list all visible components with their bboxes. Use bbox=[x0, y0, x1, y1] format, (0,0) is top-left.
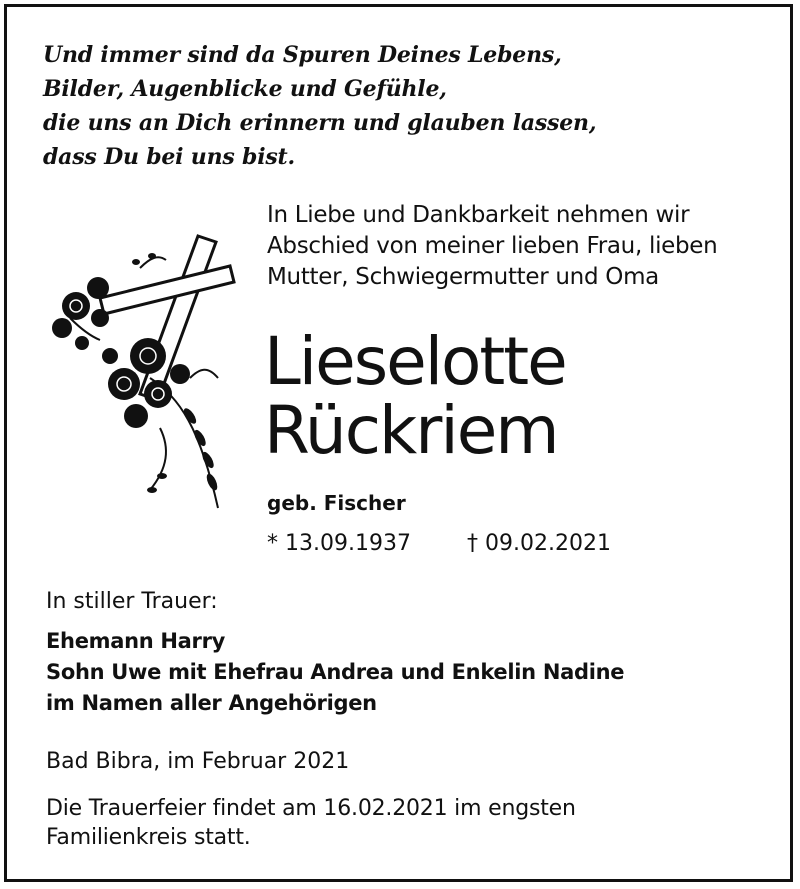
mourner-line: im Namen aller Angehörigen bbox=[46, 691, 377, 715]
last-name: Rückriem bbox=[264, 392, 558, 469]
mourners-label: In stiller Trauer: bbox=[46, 589, 218, 614]
cross-with-roses-icon bbox=[40, 228, 252, 518]
poem-line: Bilder, Augenblicke und Gefühle, bbox=[43, 76, 447, 102]
intro-line: Mutter, Schwiegermutter und Oma bbox=[267, 264, 659, 290]
life-dates bbox=[267, 529, 611, 559]
poem bbox=[43, 38, 743, 174]
birth-date: * 13.09.1937 bbox=[267, 531, 411, 556]
intro-line: In Liebe und Dankbarkeit nehmen wir bbox=[267, 202, 690, 228]
funeral-notice bbox=[46, 794, 766, 852]
first-name: Lieselotte bbox=[264, 323, 566, 400]
poem-line: Und immer sind da Spuren Deines Lebens, bbox=[43, 42, 562, 68]
poem-line: die uns an Dich erinnern und glauben lassen, bbox=[43, 110, 597, 136]
death-date: † 09.02.2021 bbox=[467, 531, 611, 556]
mourner-line: Sohn Uwe mit Ehefrau Andrea und Enkelin Nadine bbox=[46, 660, 625, 684]
deceased-name bbox=[264, 323, 566, 469]
mourner-line: Ehemann Harry bbox=[46, 629, 226, 653]
notice-line: Die Trauerfeier findet am 16.02.2021 im engsten bbox=[46, 796, 576, 821]
maiden-name: geb. Fischer bbox=[267, 491, 406, 515]
notice-line: Familienkreis statt. bbox=[46, 825, 251, 850]
intro-line: Abschied von meiner lieben Frau, lieben bbox=[267, 233, 718, 259]
place-date: Bad Bibra, im Februar 2021 bbox=[46, 749, 350, 774]
mourners-list bbox=[46, 626, 624, 719]
poem-line: dass Du bei uns bist. bbox=[43, 144, 295, 170]
intro-text bbox=[267, 200, 777, 293]
